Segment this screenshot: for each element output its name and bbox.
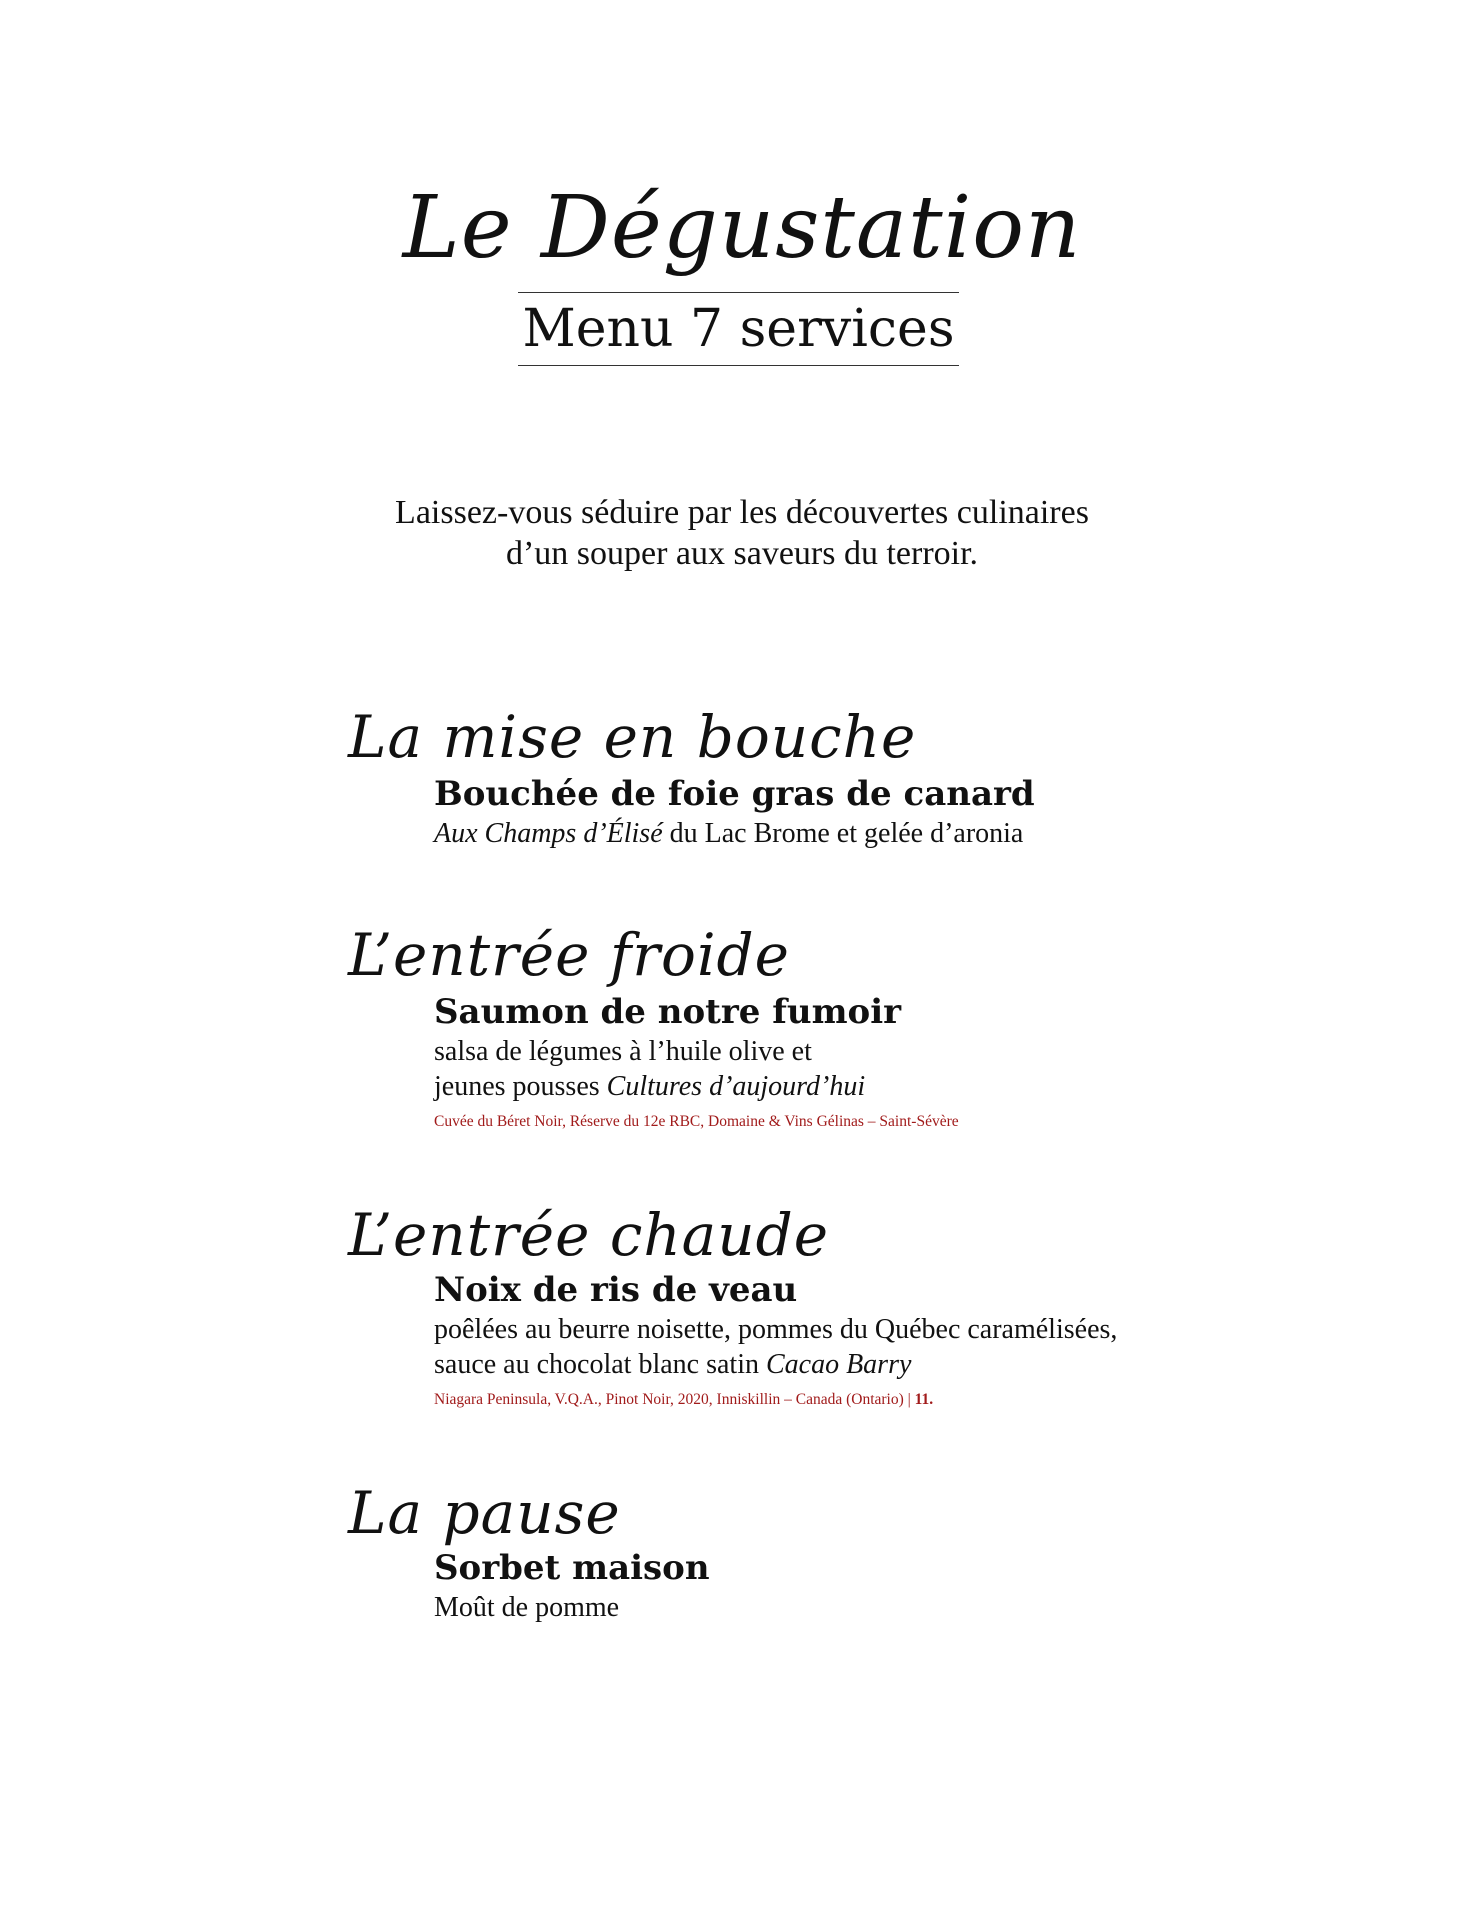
- intro-text: [0, 492, 1484, 574]
- dish-description-text: jeunes pousses: [434, 1071, 607, 1102]
- wine-pairing-text: Niagara Peninsula, V.Q.A., Pinot Noir, 2020, Inniskillin – Canada (Ontario) |: [434, 1391, 915, 1408]
- wine-pairing: [434, 1390, 1334, 1410]
- dish-name: Noix de ris de veau: [434, 1270, 798, 1310]
- dish-description-line-2: [434, 1069, 1334, 1104]
- dish-description-text: sauce au chocolat blanc satin: [434, 1349, 766, 1380]
- dish-name: Saumon de notre fumoir: [434, 992, 902, 1032]
- menu-subtitle: Menu 7 services: [522, 299, 955, 359]
- dish-description-line-1: salsa de légumes à l’huile olive et: [434, 1036, 812, 1067]
- wine-price: 11.: [914, 1391, 934, 1408]
- dish-description-line-1: poêlées au beurre noisette, pommes du Québec caramélisées,: [434, 1314, 1118, 1345]
- intro-line-1: Laissez-vous séduire par les découvertes culinaires: [395, 494, 1089, 531]
- dish-block-pause: [434, 1546, 1334, 1625]
- dish-name: Sorbet maison: [434, 1548, 710, 1588]
- section-title-entree-chaude: L’entrée chaude: [348, 1201, 830, 1269]
- section-title-entree-froide: L’entrée froide: [348, 921, 790, 989]
- section-title-pause: La pause: [348, 1479, 621, 1547]
- dish-name: Bouchée de foie gras de canard: [434, 774, 1035, 814]
- dish-description-italic: Cultures d’aujourd’hui: [606, 1071, 866, 1102]
- dish-description: [434, 816, 1334, 851]
- dish-block-entree-froide: [434, 990, 1334, 1132]
- intro-line-2: d’un souper aux saveurs du terroir.: [505, 535, 979, 572]
- subtitle-frame: [518, 292, 959, 366]
- dish-block-mise-en-bouche: [434, 772, 1334, 851]
- wine-pairing: Cuvée du Béret Noir, Réserve du 12e RBC, Domaine & Vins Gélinas – Saint-Sévère: [434, 1113, 959, 1130]
- menu-title: Le Dégustation: [402, 178, 1082, 278]
- dish-description-italic: Aux Champs d’Élisé: [434, 818, 663, 849]
- section-title-mise-en-bouche: La mise en bouche: [348, 703, 917, 771]
- dish-description-line-2: [434, 1347, 1334, 1382]
- dish-description: Moût de pomme: [434, 1592, 620, 1623]
- dish-block-entree-chaude: [434, 1268, 1334, 1410]
- dish-description-italic: Cacao Barry: [765, 1349, 912, 1380]
- dish-description-text: du Lac Brome et gelée d’aronia: [662, 818, 1024, 849]
